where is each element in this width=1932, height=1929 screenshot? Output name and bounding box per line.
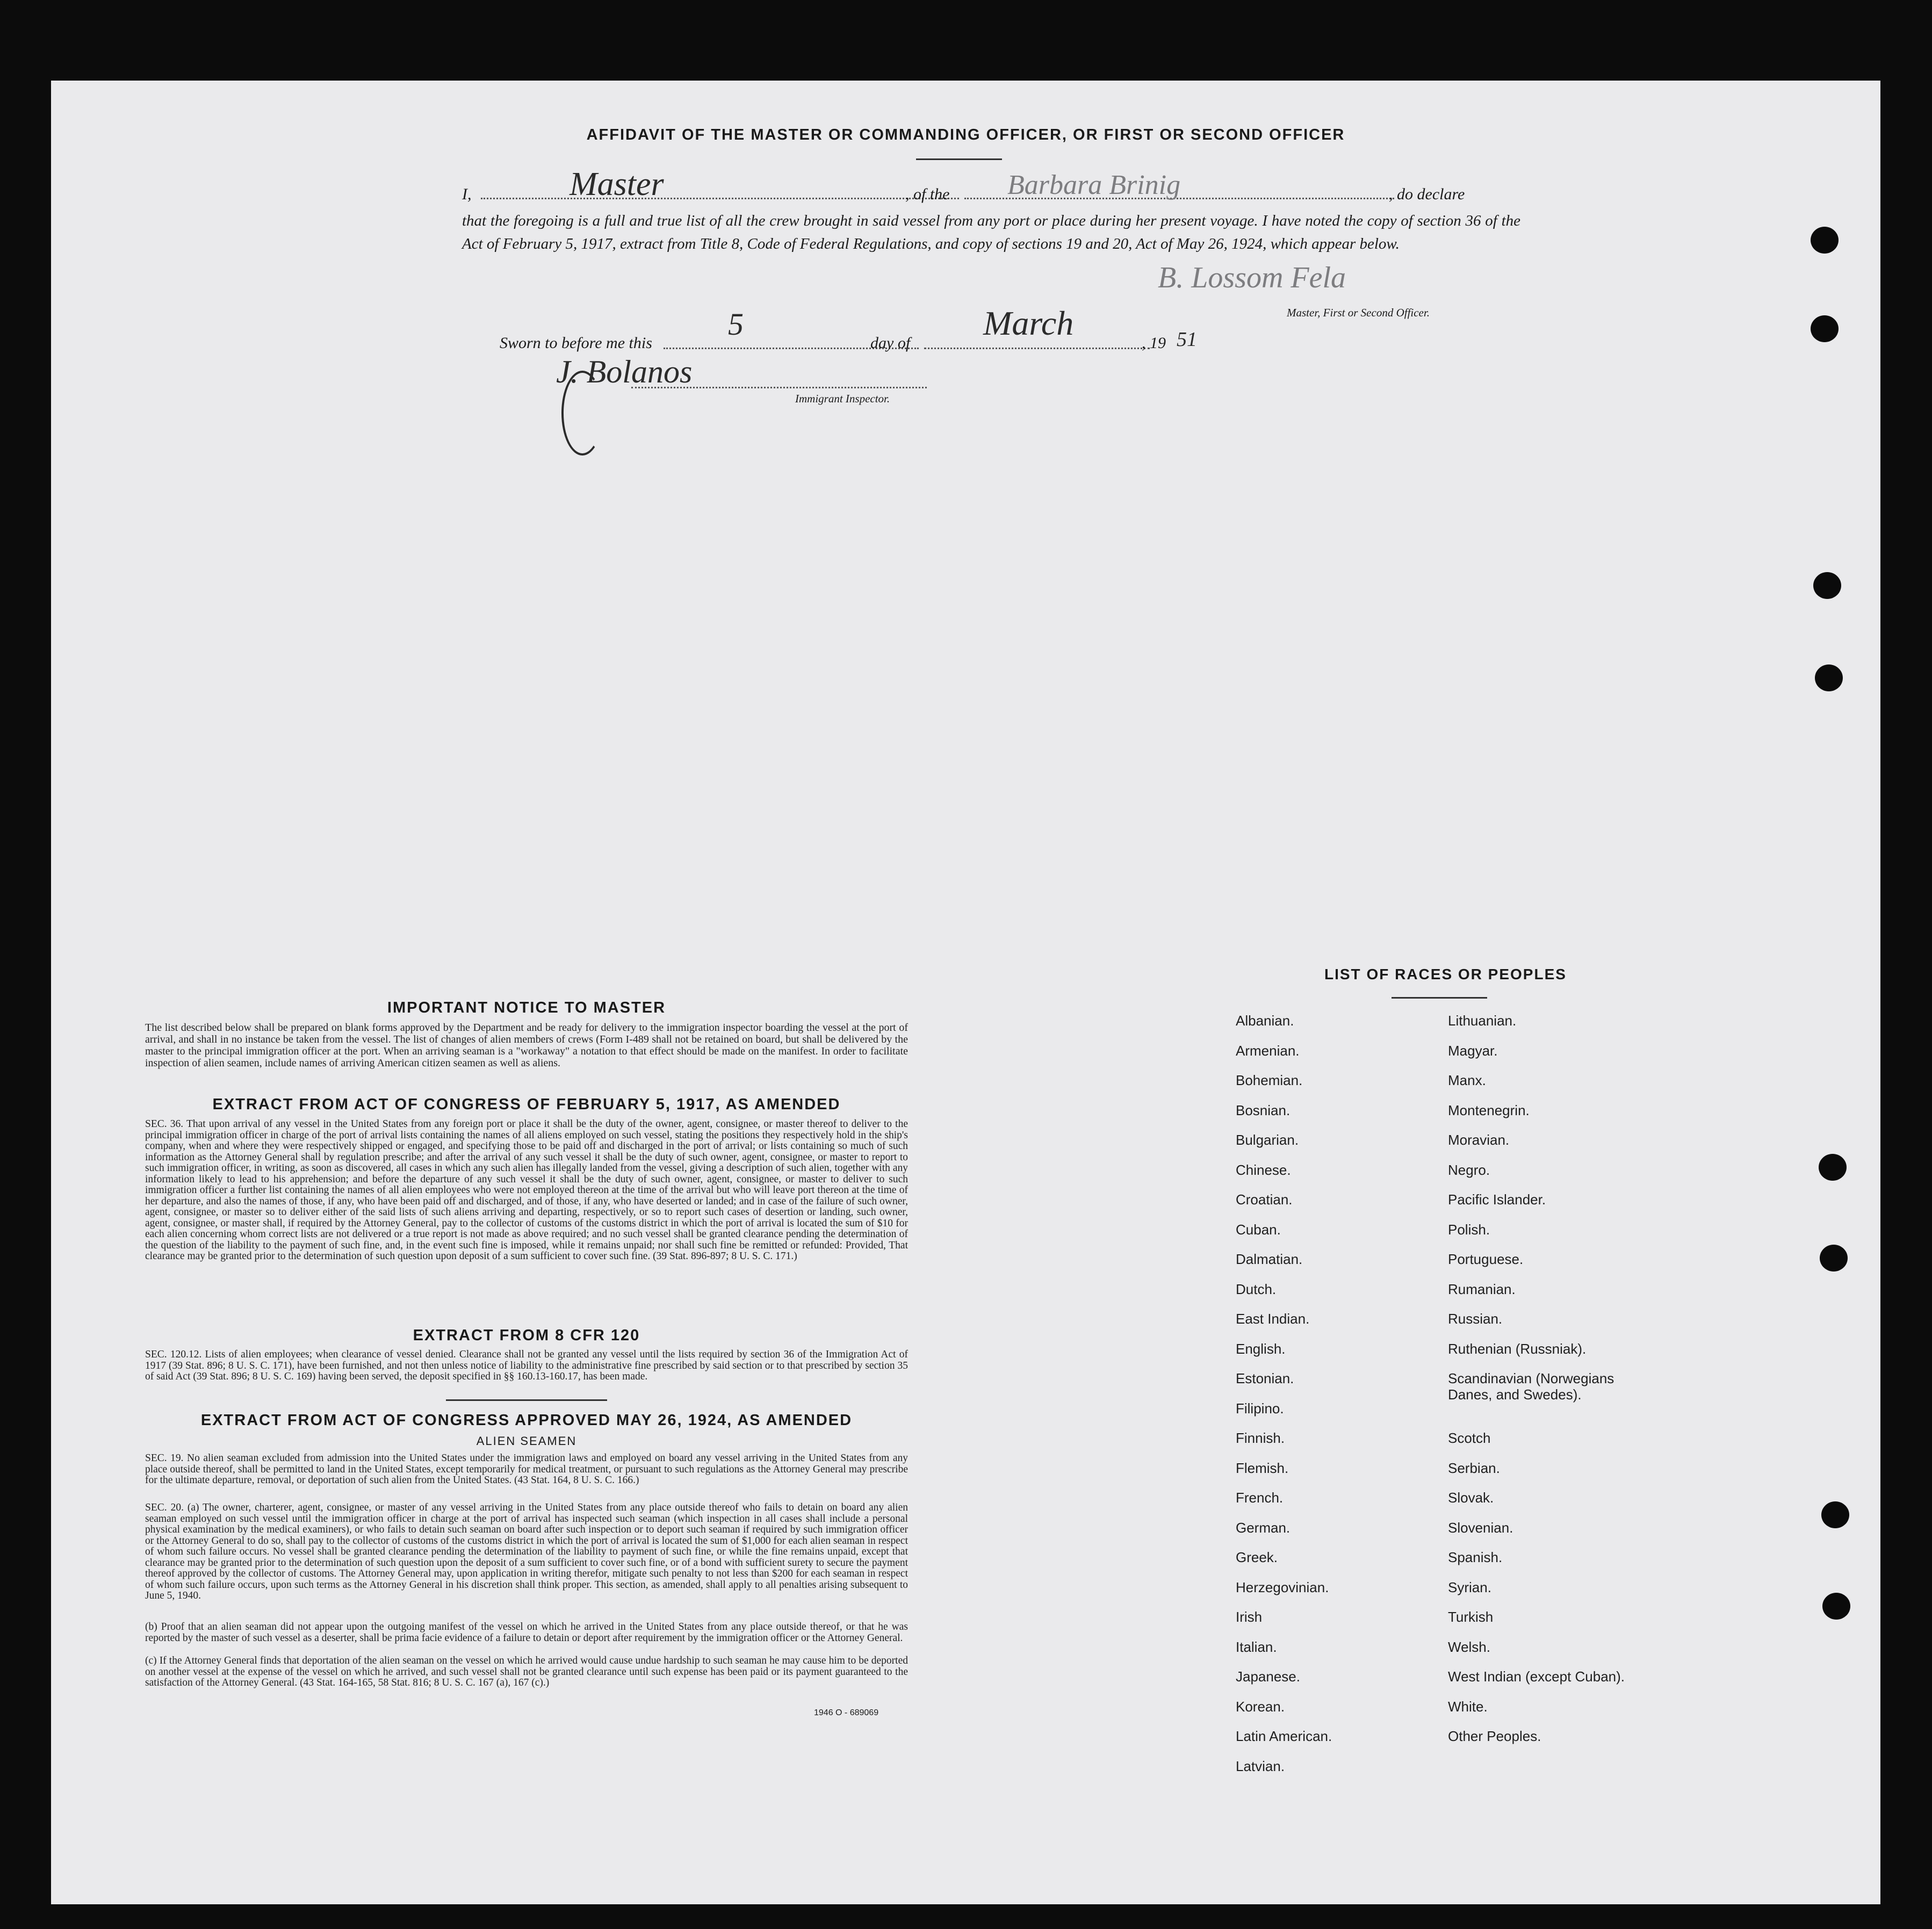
race-item: Estonian. xyxy=(1236,1370,1294,1386)
race-item: Italian. xyxy=(1236,1638,1277,1655)
race-item: Filipino. xyxy=(1236,1400,1284,1417)
master-signature: B. Lossom Fela xyxy=(1158,261,1346,294)
race-item: East Indian. xyxy=(1236,1311,1310,1327)
race-item: Magyar. xyxy=(1448,1042,1498,1059)
affidavit-i-label: I, xyxy=(462,185,472,203)
race-item: Scandinavian (Norwegians Danes, and Swedes). xyxy=(1448,1370,1614,1403)
punch-hole xyxy=(1821,1501,1849,1528)
race-item: Moravian. xyxy=(1448,1132,1510,1148)
handwritten-master-name: Master xyxy=(569,166,664,203)
day-of-label: day of xyxy=(870,334,911,352)
month-blank-line xyxy=(924,348,1150,349)
extract-cfr-title: EXTRACT FROM 8 CFR 120 xyxy=(413,1327,640,1344)
race-item: Irish xyxy=(1236,1609,1263,1625)
race-item: Slovak. xyxy=(1448,1490,1494,1506)
race-item: Dalmatian. xyxy=(1236,1251,1303,1267)
race-item: Lithuanian. xyxy=(1448,1013,1517,1029)
cfr-divider xyxy=(446,1399,607,1401)
race-item: Chinese. xyxy=(1236,1161,1291,1178)
race-item: Finnish. xyxy=(1236,1430,1285,1446)
document-page xyxy=(51,81,1880,1904)
inspector-caption: Immigrant Inspector. xyxy=(795,392,890,405)
punch-hole xyxy=(1819,1154,1847,1181)
race-item: Montenegrin. xyxy=(1448,1102,1530,1118)
extract-1924-sec20-b: (b) Proof that an alien seaman did not appear upon the outgoing manifest of the vessel on which he arrived in the United States from any place outside thereof, or that he was reported by the master of such vessel as a deserter, shall be prima facie evidence of a failure to detain or deport after requirement by the immigration officer or the Attorney General. xyxy=(145,1621,908,1644)
race-item: Croatian. xyxy=(1236,1191,1293,1208)
race-item: Rumanian. xyxy=(1448,1281,1516,1297)
year-prefix: , 19 xyxy=(1142,334,1166,352)
extract-1924-sec20-c: (c) If the Attorney General finds that deportation of the alien seaman on the vessel on which he arrived would cause undue hardship to such seaman he may cause him to be deported on another vessel at the expense of the vessel on which he arrived, and such vessel shall not be granted clearance until such expense has been paid or its payment guaranteed to the satisfaction of the Attorney General. (43 Stat. 164-165, 58 Stat. 816; 8 U. S. C. 167 (a), 167 (c).) xyxy=(145,1655,908,1688)
race-item: Bosnian. xyxy=(1236,1102,1291,1118)
extract-1917-text: SEC. 36. That upon arrival of any vessel in the United States from any foreign port or place it shall be the duty of the owner, agent, consignee, or master thereof to deliver to the principal immigration officer in charge of the port of arrival lists containing the names of all aliens employed on such vessel, stating the positions they respectively hold in the ship's company, when and where they were respectively shipped or engaged, and specifying those to be paid off and discharged in the port of arrival; or lists containing so much of such information as the Attorney General shall by regulation prescribe; and after the arrival of any such vessel it shall be the duty of such owner, agent, consignee, or master to report to such immigration officer, in writing, as soon as discovered, all cases in which any such alien has illegally landed from the vessel, giving a description of such alien, together with any information likely to lead to his apprehension; and before the departure of any such vessel it shall be the duty of such owner, agent, consignee, or master to deliver to such immigration officer a further list containing the names of all alien employees who were not employed thereon at the time of the arrival but who will leave port thereon at the time of her departure, and also the names of those, if any, who have been paid off and discharged, and of those, if any, who have deserted or landed; and in case of the failure of such owner, agent, consignee, or master so to deliver either of the said lists of such aliens arriving and departing, respectively, or so to report such cases of desertion or landing, such owner, agent, consignee, or master shall, if required by the Attorney General, pay to the collector of customs of the customs district in which the port of arrival is located the sum of $10 for each alien concerning whom correct lists are not delivered or a true report is not made as above required; and no such vessel shall be granted clearance pending the determination of the question of the liability to the payment of such fine, and, in the event such fine is imposed, while it remains unpaid; nor shall such fine be remitted or refunded: Provided, That clearance may be granted prior to the determination of such question upon deposit of a sum sufficient to cover such fine. (39 Stat. 896-897; 8 U. S. C. 171.) xyxy=(145,1118,908,1262)
race-item: Latvian. xyxy=(1236,1758,1285,1774)
race-item: Other Peoples. xyxy=(1448,1728,1541,1744)
master-signature-caption: Master, First or Second Officer. xyxy=(1287,306,1430,319)
extract-1917-title: EXTRACT FROM ACT OF CONGRESS OF FEBRUARY 5, 1917, AS AMENDED xyxy=(212,1096,841,1113)
handwritten-day: 5 xyxy=(728,307,744,342)
race-item: Albanian. xyxy=(1236,1013,1294,1029)
inspector-signature: J. Bolanos xyxy=(556,354,693,389)
race-item: Greek. xyxy=(1236,1549,1278,1565)
title-divider xyxy=(916,158,1002,160)
race-item: Slovenian. xyxy=(1448,1519,1513,1536)
notice-title: IMPORTANT NOTICE TO MASTER xyxy=(387,999,666,1016)
race-item: Portuguese. xyxy=(1448,1251,1524,1267)
affidavit-body: that the foregoing is a full and true list of all the crew brought in said vessel from any port or place during her present voyage. I have noted the copy of section 36 of the Act of February 5, 1917, extract from Title 8, Code of Federal Regulations, and copy of sections 19 and 20, Act of May 26, 1924, which appear below. xyxy=(462,212,1520,252)
race-item: Manx. xyxy=(1448,1072,1486,1088)
extract-1924-sec20: SEC. 20. (a) The owner, charterer, agent, consignee, or master of any vessel arriving in the United States from any place outside thereof who fails to detain on board any alien seaman employed on such vessel until the immigration officer in charge at the port of arrival has inspected such seaman (which inspection in all cases shall include a personal physical examination by the medical examiners), or who fails to detain such seaman on board after such inspection or to deport such seaman if required by such immigration officer or the Attorney General to do so, shall pay to the collector of customs of the customs district in which the port of arrival is located the sum of $1,000 for each alien seaman in respect of whom such failure occurs. No vessel shall be granted clearance pending the determination of the liability to payment of such fine, or while the fine remains unpaid, except that clearance may be granted prior to the determination of such question upon the deposit of a sum sufficient to cover such fine, or of a bond with sufficient surety to secure the payment thereof approved by the collector of customs. The Attorney General may, upon application in writing therefor, mitigate such penalty to not less than $200 for each seaman in respect of whom such failure occurs, upon such terms as the Attorney General in his discretion shall think proper. This section, as amended, shall apply to all penalties arising subsequent to June 5, 1940. xyxy=(145,1502,908,1601)
handwritten-vessel-name: Barbara Brinig xyxy=(1007,170,1181,200)
race-item: Flemish. xyxy=(1236,1460,1289,1476)
race-item: Herzegovinian. xyxy=(1236,1579,1329,1595)
extract-1924-subtitle: ALIEN SEAMEN xyxy=(476,1434,577,1448)
notice-text: The list described below shall be prepared on blank forms approved by the Department and be ready for delivery to the immigration inspector boarding the vessel at the port of arrival, and shall in no instance be taken from the vessel. The list of changes of alien members of crews (Form I-489 shall not be retained on board, but shall be delivered by the master to the principal immigration officer at the port. When an arriving seaman is a "workaway" a notation to that effect should be made on the manifest. In order to facilitate inspection of alien seamen, include names of arriving American citizen seamen as well as aliens. xyxy=(145,1022,908,1069)
race-item: Turkish xyxy=(1448,1609,1494,1625)
races-title: LIST OF RACES OR PEOPLES xyxy=(1324,966,1567,982)
inspector-signature-flourish xyxy=(561,371,603,456)
race-item: Syrian. xyxy=(1448,1579,1491,1595)
race-item: Serbian. xyxy=(1448,1460,1500,1476)
of-the-label: , of the xyxy=(905,185,950,203)
punch-hole xyxy=(1813,572,1841,599)
race-item: Welsh. xyxy=(1448,1638,1490,1655)
race-item: Scotch xyxy=(1448,1430,1491,1446)
name-blank-line xyxy=(481,198,959,199)
race-item: Ruthenian (Russniak). xyxy=(1448,1340,1587,1357)
race-item: French. xyxy=(1236,1490,1284,1506)
race-item: Korean. xyxy=(1236,1698,1285,1715)
race-item: Negro. xyxy=(1448,1161,1490,1178)
race-item: Bulgarian. xyxy=(1236,1132,1299,1148)
inspector-blank-line xyxy=(631,387,927,388)
punch-hole xyxy=(1822,1593,1850,1620)
race-item: English. xyxy=(1236,1340,1286,1357)
affidavit-title: AFFIDAVIT OF THE MASTER OR COMMANDING OFFICER, OR FIRST OR SECOND OFFICER xyxy=(586,126,1345,143)
race-item: Russian. xyxy=(1448,1311,1503,1327)
punch-hole xyxy=(1820,1245,1848,1271)
punch-hole xyxy=(1811,315,1839,342)
extract-1924-title: EXTRACT FROM ACT OF CONGRESS APPROVED MAY 26, 1924, AS AMENDED xyxy=(200,1412,853,1429)
race-item: German. xyxy=(1236,1519,1291,1536)
race-item: Spanish. xyxy=(1448,1549,1503,1565)
punch-hole xyxy=(1815,664,1843,691)
print-code: 1946 O - 689069 xyxy=(814,1708,879,1717)
extract-cfr-text: SEC. 120.12. Lists of alien employees; when clearance of vessel denied. Clearance shall not be granted any vessel until the lists required by section 36 of the Immigration Act of 1917 (39 Stat. 896; 8 U. S. C. 171), have been furnished, and not then unless notice of liability to the administrative fine prescribed by said section or to that prescribed by section 35 of said Act (39 Stat. 896; 8 U. S. C. 169) having been served, the deposit specified in §§ 160.13-160.17, has been made. xyxy=(145,1349,908,1382)
punch-hole xyxy=(1811,227,1839,254)
race-item: Cuban. xyxy=(1236,1221,1281,1238)
do-declare-label: , do declare xyxy=(1389,185,1465,203)
race-item: Japanese. xyxy=(1236,1668,1300,1685)
race-item: Armenian. xyxy=(1236,1042,1300,1059)
handwritten-month: March xyxy=(983,304,1074,342)
handwritten-year: 51 xyxy=(1177,328,1197,351)
race-item: West Indian (except Cuban). xyxy=(1448,1668,1625,1685)
extract-1924-sec19: SEC. 19. No alien seaman excluded from admission into the United States under the immigration laws and employed on board any vessel arriving in the United States from any place outside thereof, shall be permitted to land in the United States, except temporarily for medical treatment, or pursuant to such regulations as the Attorney General may prescribe for the ultimate departure, removal, or deportation of such alien from the United States. (43 Stat. 164, 8 U. S. C. 166.) xyxy=(145,1453,908,1486)
race-item: Dutch. xyxy=(1236,1281,1277,1297)
race-item: Bohemian. xyxy=(1236,1072,1303,1088)
race-item: Pacific Islander. xyxy=(1448,1191,1546,1208)
races-divider xyxy=(1392,997,1487,999)
sworn-label: Sworn to before me this xyxy=(500,334,652,352)
race-item: White. xyxy=(1448,1698,1488,1715)
race-item: Latin American. xyxy=(1236,1728,1332,1744)
race-item: Polish. xyxy=(1448,1221,1490,1238)
